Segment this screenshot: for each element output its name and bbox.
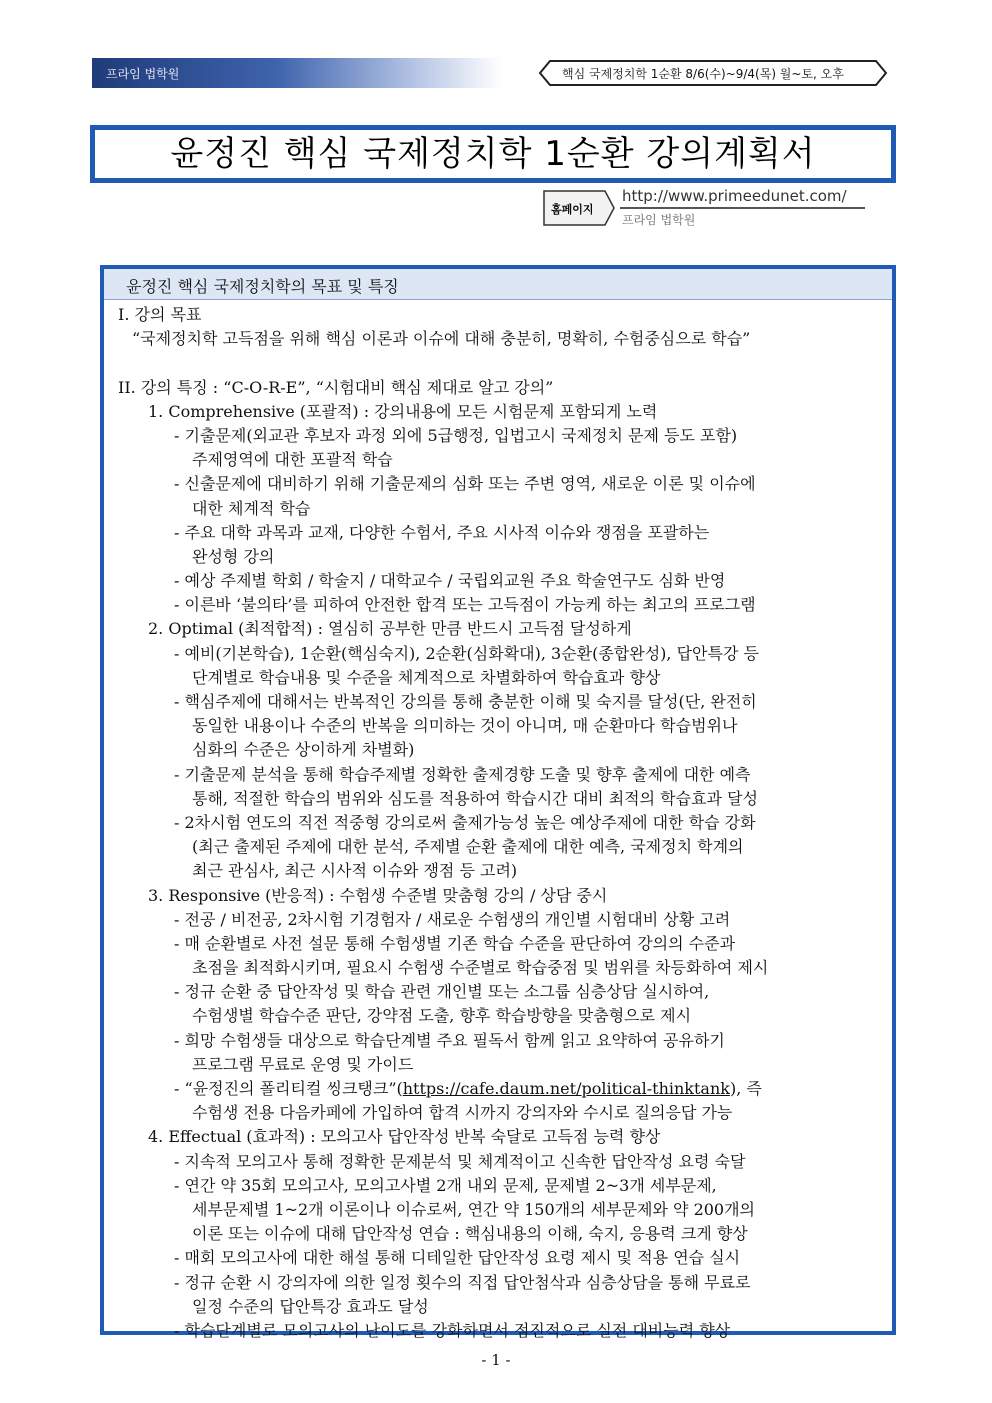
list-item: - 매 순환별로 사전 설문 통해 수험생별 기존 학습 수준을 판단하여 강의의 수준과 <box>174 933 736 953</box>
heading-features: II. 강의 특징 : “C-O-R-E”, “시험대비 핵심 제대로 알고 강의” <box>118 377 554 397</box>
feature-comprehensive: 1. Comprehensive (포괄적) : 강의내용에 모든 시험문제 포함되게 노력 <box>148 401 658 421</box>
list-item-cont: 세부문제별 1~2개 이론이나 이슈로써, 연간 약 150개의 세부문제와 약 200개의 <box>192 1199 756 1219</box>
list-item-cont: 동일한 내용이나 수준의 반복을 의미하는 것이 아니며, 매 순환마다 학습범위나 <box>192 716 738 736</box>
list-item: - 주요 대학 과목과 교재, 다양한 수험서, 주요 시사적 이슈와 쟁점을 포괄하는 <box>174 522 710 542</box>
list-item: - 전공 / 비전공, 2차시험 기경험자 / 새로운 수험생의 개인별 시험대비 상황 고려 <box>174 909 731 929</box>
list-item-cont: 완성형 강의 <box>192 546 275 566</box>
goal-statement: “국제정치학 고득점을 위해 핵심 이론과 이슈에 대해 충분히, 명확히, 수험중심으로 학습” <box>132 329 751 349</box>
list-item: - 정규 순환 시 강의자에 의한 일정 횟수의 직접 답안첨삭과 심층상담을 통해 무료로 <box>174 1272 751 1292</box>
list-item: - 지속적 모의고사 통해 정확한 문제분석 및 체계적이고 신속한 답안작성 요령 숙달 <box>174 1151 746 1171</box>
section-title: 윤정진 핵심 국제정치학의 목표 및 특징 <box>126 277 399 296</box>
list-item-cont: 단계별로 학습내용 및 수준을 체계적으로 차별화하여 학습효과 향상 <box>192 667 661 687</box>
list-item: - 학습단계별로 모의고사의 난이도를 강화하면서 점진적으로 실전 대비능력 향상 <box>174 1320 731 1340</box>
list-item-cont: 이론 또는 이슈에 대해 답안작성 연습 : 핵심내용의 이해, 숙지, 응용력 크게 향상 <box>192 1224 748 1244</box>
syllabus-box <box>100 265 896 1340</box>
list-item: - 이른바 ‘불의타’를 피하여 안전한 합격 또는 고득점이 가능케 하는 최고의 프로그램 <box>174 595 756 615</box>
list-item-cont: 최근 관심사, 최근 시사적 이슈와 쟁점 등 고려) <box>192 861 518 881</box>
cafe-link[interactable]: https://cafe.daum.net/political-thinktank <box>402 1079 730 1098</box>
list-item: - 예비(기본학습), 1순환(핵심숙지), 2순환(심화확대), 3순환(종합완성), 답안특강 등 <box>174 643 759 663</box>
list-item: - 핵심주제에 대해서는 반복적인 강의를 통해 충분한 이해 및 숙지를 달성(단, 완전히 <box>174 692 757 711</box>
blank-line <box>118 351 886 375</box>
list-item-cont: 심화의 수준은 상이하게 차별화) <box>192 740 415 760</box>
list-item: - 신출문제에 대비하기 위해 기출문제의 심화 또는 주변 영역, 새로운 이론 및 이슈에 <box>174 474 756 494</box>
list-item-cafe <box>118 1077 886 1101</box>
list-item-cont: 프로그램 무료로 운영 및 가이드 <box>192 1054 414 1074</box>
list-item: - 2차시험 연도의 직전 적중형 강의로써 출제가능성 높은 예상주제에 대한 학습 강화 <box>174 812 756 832</box>
list-item: - 연간 약 35회 모의고사, 모의고사별 2개 내외 문제, 문제별 2~3개 세부문제, <box>174 1175 717 1195</box>
feature-optimal: 2. Optimal (최적합적) : 열심히 공부한 만큼 반드시 고득점 달성하게 <box>148 619 632 639</box>
course-tag <box>538 60 888 86</box>
list-item-cont: 수험생 전용 다음카페에 가입하여 합격 시까지 강의자와 수시로 질의응답 가능 <box>192 1103 733 1123</box>
section-header <box>104 269 892 300</box>
syllabus-content <box>118 303 886 1343</box>
course-tag-text: 핵심 국제정치학 1순환 8/6(수)~9/4(목) 월~토, 오후 <box>562 67 844 81</box>
homepage-url[interactable]: http://www.primeedunet.com/ <box>622 187 847 205</box>
list-item-cont: 주제영역에 대한 포괄적 학습 <box>192 450 393 470</box>
list-item: - 희망 수험생들 대상으로 학습단계별 주요 필독서 함께 읽고 요약하여 공유하기 <box>174 1030 725 1050</box>
feature-responsive: 3. Responsive (반응적) : 수험생 수준별 맞춤형 강의 / 상담 중시 <box>148 885 608 905</box>
list-item-cont: 대한 체계적 학습 <box>192 498 311 518</box>
cafe-text-after: ), 즉 <box>729 1079 762 1098</box>
list-item: - 예상 주제별 학회 / 학술지 / 대학교수 / 국립외교원 주요 학술연구도 심화 반영 <box>174 571 726 591</box>
document-title: 윤정진 핵심 국제정치학 1순환 강의계획서 <box>170 134 816 174</box>
homepage-badge <box>543 190 615 226</box>
homepage-badge-label: 홈페이지 <box>551 203 594 216</box>
list-item-cont: (최근 출제된 주제에 대한 분석, 주제별 순환 출제에 대한 예측, 국제정치 학계의 <box>192 837 744 857</box>
homepage-org: 프라임 법학원 <box>622 213 696 227</box>
homepage-divider <box>620 207 865 209</box>
list-item-cont: 일정 수준의 답안특강 효과도 달성 <box>192 1296 429 1316</box>
org-name: 프라임 법학원 <box>106 67 180 81</box>
cafe-text-before: - “윤정진의 폴리티컬 씽크탱크”( <box>174 1079 403 1098</box>
feature-effectual: 4. Effectual (효과적) : 모의고사 답안작성 반복 숙달로 고득점 능력 향상 <box>148 1127 661 1147</box>
heading-goal: I. 강의 목표 <box>118 305 202 324</box>
list-item: - 정규 순환 중 답안작성 및 학습 관련 개인별 또는 소그룹 심층상담 실시하여, <box>174 982 710 1002</box>
list-item: - 매회 모의고사에 대한 해설 통해 디테일한 답안작성 요령 제시 및 적용 연습 실시 <box>174 1248 741 1268</box>
document-title-box <box>90 125 896 183</box>
list-item: - 기출문제 분석을 통해 학습주제별 정확한 출제경향 도출 및 향후 출제에 대한 예측 <box>174 764 751 784</box>
org-banner <box>92 58 502 88</box>
list-item-cont: 초점을 최적화시키며, 필요시 수험생 수준별로 학습중점 및 범위를 차등화하여 제시 <box>192 958 769 978</box>
list-item-cont: 통해, 적절한 학습의 범위와 심도를 적용하여 학습시간 대비 최적의 학습효과 달성 <box>192 788 758 808</box>
page-number: - 1 - <box>481 1351 511 1369</box>
list-item-cont: 수험생별 학습수준 판단, 강약점 도출, 향후 학습방향을 맞춤형으로 제시 <box>192 1006 692 1026</box>
list-item: - 기출문제(외교관 후보자 과정 외에 5급행정, 입법고시 국제정치 문제 등도 포함) <box>174 425 738 445</box>
